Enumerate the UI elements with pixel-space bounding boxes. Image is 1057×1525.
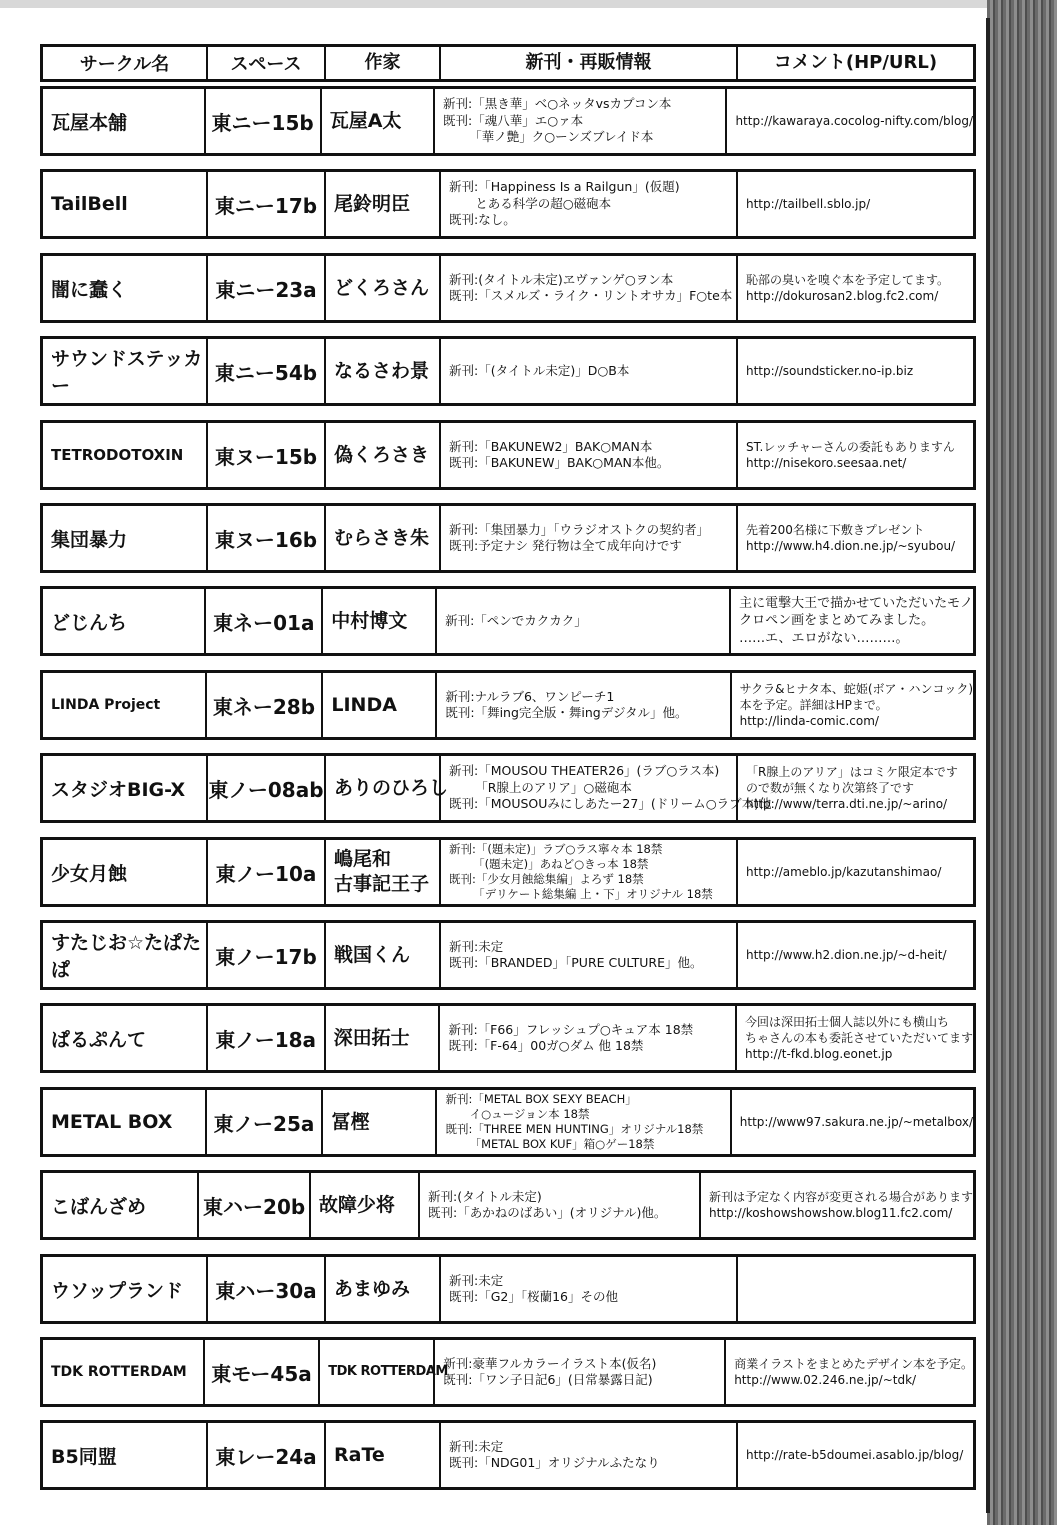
comment-url — [737, 1006, 973, 1070]
author-line: なるさわ景 — [334, 359, 430, 382]
info-line: 新刊:「集団暴力」「ウラジオストクの契約者」 — [449, 521, 710, 537]
comment-line: 商業イラストをまとめたデザイン本を予定。 — [734, 1356, 973, 1371]
info-line: 既刊:「スメルズ・ライク・リントオサカ」F○te本 — [449, 288, 733, 303]
homepage-link[interactable]: http://kawaraya.cocolog-nifty.com/blog/ — [735, 113, 974, 128]
comment-url — [738, 923, 973, 987]
info-line: 既刊:「G2」「桜蘭16」その他 — [449, 1289, 619, 1304]
table-row — [40, 86, 976, 156]
header-author: 作家 — [326, 47, 441, 79]
info-line: 既刊:「F-64」00ガ○ダム 他 18禁 — [448, 1038, 644, 1053]
table-row — [40, 169, 976, 239]
homepage-link[interactable]: http://www/terra.dti.ne.jp/~arino/ — [746, 797, 948, 812]
info-line: 新刊:「(題未定)」ラブ○ラス寧々本 18禁 — [449, 841, 663, 856]
author-line: 偽くろさき — [334, 443, 430, 466]
info-line: 既刊:予定ナシ 発行物は全て成年向けです — [449, 538, 682, 553]
homepage-link[interactable]: http://www97.sakura.ne.jp/~metalbox/ — [739, 1114, 973, 1129]
info-line: 既刊:「THREE MEN HUNTING」オリジナル18禁 — [445, 1122, 704, 1136]
circle-name: 闇に蠢く — [43, 256, 208, 320]
circle-name: TailBell — [43, 172, 208, 236]
info-line: 「R腺上のアリア」○磁砲本 — [475, 779, 632, 795]
info-line: 新刊:「黒き華」ベ○ネッタvsカプコン本 — [443, 96, 672, 112]
author-line: あまゆみ — [334, 1277, 411, 1300]
comment-url — [727, 89, 973, 153]
comment-url — [738, 506, 973, 570]
author-line: ありのひろし — [334, 776, 449, 799]
info-line: とある科学の超○磁砲本 — [475, 195, 612, 211]
author-name — [323, 673, 437, 737]
header-comment: コメント(HP/URL) — [773, 51, 938, 73]
circle-name: こばんざめ — [43, 1173, 199, 1237]
circle-name: TETRODOTOXIN — [43, 423, 208, 487]
space-number: 東ノー25a — [207, 1090, 324, 1154]
info-line: イ○ュージョン本 18禁 — [469, 1106, 590, 1121]
info-line: 既刊:「ワン子日記6」(日常暴露日記) — [443, 1372, 653, 1387]
table-row — [40, 1003, 976, 1073]
info-line: 既刊:なし。 — [449, 212, 516, 228]
author-line: 中村博文 — [331, 609, 408, 632]
release-info — [441, 756, 772, 820]
comment-line: ……エ、エロがない………。 — [739, 630, 909, 646]
info-line: 新刊:「F66」フレッシュプ○キュア本 18禁 — [448, 1021, 694, 1037]
table-row — [40, 1087, 976, 1157]
space-number: 東ノー10a — [208, 840, 326, 904]
author-name — [326, 923, 441, 987]
release-info — [437, 1090, 731, 1154]
table-row — [40, 1420, 976, 1490]
author-name — [326, 256, 441, 320]
author-name — [326, 840, 441, 904]
release-info — [441, 339, 738, 403]
comment-url — [738, 256, 973, 320]
homepage-link[interactable]: http://www.h4.dion.ne.jp/~syubou/ — [746, 539, 956, 553]
author-line: むらさき朱 — [334, 526, 430, 549]
header-info: 新刊・再販情報 — [441, 47, 738, 79]
space-number: 東ハー30a — [208, 1257, 326, 1321]
info-line: 「華ノ艶」ク○ーンズブレイド本 — [469, 129, 654, 145]
comment-line: 恥部の臭いを嗅ぐ本を予定してます。 — [746, 272, 950, 287]
comment-url — [738, 423, 973, 487]
circle-name: すたじお☆たぱたぱ — [43, 923, 208, 987]
circle-name: LINDA Project — [43, 673, 207, 737]
space-number: 東ネー01a — [206, 589, 323, 653]
release-info — [441, 1257, 738, 1321]
table-row — [40, 753, 976, 823]
table-row — [40, 670, 976, 740]
info-line: 新刊:「Happiness Is a Railgun」(仮題) — [449, 179, 680, 195]
table-row — [40, 1254, 976, 1324]
comment-line: サクラ&ヒナタ本、蛇姫(ボア・ハンコック) — [739, 681, 973, 696]
release-info — [435, 89, 727, 153]
circle-name: B5同盟 — [43, 1423, 208, 1487]
comment-url — [732, 1090, 973, 1154]
comment-line: ちゃさんの本も委託させていただいてます — [745, 1030, 974, 1045]
comment-line: 主に電撃大王で描かせていただいたモノ — [739, 595, 973, 611]
space-number: 東ニー15b — [206, 89, 322, 153]
info-line: 新刊:「METAL BOX SEXY BEACH」 — [445, 1091, 637, 1106]
circle-name: どじんち — [43, 589, 206, 653]
space-number: 東ニー54b — [208, 339, 326, 403]
space-number: 東レー24a — [208, 1423, 326, 1487]
author-line: 故障少将 — [318, 1193, 395, 1216]
author-name — [326, 423, 441, 487]
space-number: 東ノー17b — [208, 923, 326, 987]
info-line: 新刊:(タイトル未定) — [428, 1188, 542, 1204]
circle-name: METAL BOX — [43, 1090, 207, 1154]
release-info — [440, 1006, 737, 1070]
info-line: 新刊:「MOUSOU THEATER26」(ラブ○ラス本) — [449, 763, 720, 779]
release-info — [441, 840, 738, 904]
author-name — [326, 506, 441, 570]
info-line: 既刊:「舞ing完全版・舞ingデジタル」他。 — [445, 705, 688, 720]
info-line: 既刊:「NDG01」オリジナルふたなり — [449, 1455, 660, 1470]
space-number: 東ニー23a — [208, 256, 326, 320]
space-number: 東ヌー16b — [208, 506, 326, 570]
homepage-link[interactable]: http://linda-comic.com/ — [739, 714, 879, 729]
info-line: 既刊:「MOUSOUみにしあたー27」(ドリーム○ラブ本)他 — [449, 796, 772, 812]
homepage-link[interactable]: http://rate-b5doumei.asablo.jp/blog/ — [746, 1447, 964, 1462]
release-info — [437, 673, 731, 737]
homepage-link[interactable]: http://nisekoro.seesaa.net/ — [746, 456, 907, 470]
author-line: 尾鈴明臣 — [334, 192, 411, 215]
info-line: 既刊:「魂八華」エ○ァ本 — [443, 112, 584, 128]
author-line: 冨樫 — [331, 1110, 370, 1133]
info-line: 既刊:「少女月蝕総集編」よろず 18禁 — [449, 872, 644, 886]
release-info — [441, 423, 738, 487]
info-line: 新刊:(タイトル未定)ヱヴァンゲ○ヲン本 — [449, 271, 674, 287]
info-line: 新刊:「BAKUNEW2」BAK○MAN本 — [449, 438, 653, 454]
comment-url — [738, 840, 973, 904]
comment-line: 新刊は予定なく内容が変更される場合があります — [709, 1189, 974, 1204]
space-number: 東ノー18a — [208, 1006, 326, 1070]
space-number: 東ニー17b — [208, 172, 326, 236]
author-name — [323, 589, 437, 653]
info-line: 新刊:未定 — [449, 1272, 504, 1288]
info-line: 「デリケート総集編 上・下」オリジナル 18禁 — [473, 887, 713, 902]
comment-url — [738, 339, 973, 403]
comment-line: ので数が無くなり次第終了です — [746, 780, 915, 795]
circle-name: 少女月蝕 — [43, 840, 208, 904]
author-line: LINDA — [331, 693, 397, 716]
release-info — [435, 1340, 726, 1404]
comment-line: 本を予定。詳細はHPまで。 — [739, 697, 888, 712]
table-row — [40, 1337, 976, 1407]
homepage-link[interactable]: http://t-fkd.blog.eonet.jp — [745, 1047, 893, 1062]
author-line: 戦国くん — [334, 943, 411, 966]
comment-url — [738, 756, 973, 820]
scan-top-edge — [0, 0, 1057, 8]
homepage-link[interactable]: http://soundsticker.no-ip.biz — [746, 363, 914, 378]
homepage-link[interactable]: http://ameblo.jp/kazutanshimao/ — [746, 864, 942, 879]
author-name — [326, 339, 441, 403]
info-line: 新刊:「ペンでカクカク」 — [445, 612, 587, 628]
homepage-link[interactable]: http://www.02.246.ne.jp/~tdk/ — [734, 1373, 917, 1387]
comment-line: 今回は深田拓士個人誌以外にも横山ち — [745, 1014, 950, 1029]
author-name — [326, 1257, 441, 1321]
author-name — [311, 1173, 420, 1237]
space-number: 東ネー28b — [207, 673, 324, 737]
homepage-link[interactable]: http://www.h2.dion.ne.jp/~d-heit/ — [746, 947, 947, 962]
table-row — [40, 586, 976, 656]
circle-name: TDK ROTTERDAM — [43, 1340, 205, 1404]
author-line: 深田拓士 — [333, 1026, 410, 1049]
release-info — [441, 172, 738, 236]
comment-url — [732, 673, 973, 737]
comment-url — [738, 1423, 973, 1487]
space-number: 東ヌー15b — [208, 423, 326, 487]
space-number: 東モー45a — [205, 1340, 321, 1404]
comment-url — [726, 1340, 973, 1404]
circle-name: 瓦屋本舗 — [43, 89, 206, 153]
circle-name: サウンドステッカー — [43, 339, 208, 403]
author-name — [323, 1090, 437, 1154]
release-info — [441, 256, 738, 320]
author-line: 古事記王子 — [334, 873, 430, 895]
author-line: 瓦屋A太 — [329, 109, 402, 132]
release-info — [441, 923, 738, 987]
scan-binding-shadow — [987, 0, 1057, 1525]
circle-name: ぱるぷんて — [43, 1006, 208, 1070]
homepage-link[interactable]: http://dokurosan2.blog.fc2.com/ — [746, 289, 939, 303]
release-info — [437, 589, 731, 653]
info-line: 既刊:「あかねのばあい」(オリジナル)他。 — [428, 1205, 667, 1220]
comment-url — [738, 1257, 973, 1321]
comment-line: クロペン画をまとめてみました。 — [739, 613, 935, 629]
info-line: 新刊:未定 — [449, 1438, 504, 1454]
comment-line: 先着200名様に下敷きプレゼント — [746, 522, 925, 537]
author-name — [320, 1340, 448, 1404]
author-line: RaTe — [334, 1443, 385, 1466]
author-name — [326, 1423, 441, 1487]
author-line: 嶋尾和 — [334, 848, 392, 871]
header-space: スペース — [208, 47, 326, 79]
info-line: 新刊:豪華フルカラーイラスト本(仮名) — [443, 1355, 657, 1371]
author-line: TDK ROTTERDAM — [328, 1363, 448, 1379]
info-line: 新刊:「(タイトル未定)」D○B本 — [449, 362, 630, 378]
author-name — [322, 89, 435, 153]
homepage-link[interactable]: http://koshowshowshow.blog11.fc2.com/ — [709, 1206, 953, 1220]
table-row — [40, 920, 976, 990]
comment-url — [738, 172, 973, 236]
info-line: 既刊:「BRANDED」「PURE CULTURE」他。 — [449, 955, 703, 970]
author-name — [326, 172, 441, 236]
comment-line: 「R腺上のアリア」はコミケ限定本です — [746, 764, 958, 779]
comment-line: ST.レッチャーさんの委託もありますん — [746, 439, 955, 454]
author-line: どくろさん — [334, 276, 430, 299]
table-row — [40, 503, 976, 573]
table-row — [40, 420, 976, 490]
info-line: 「(題未定)」あねど○きっ本 18禁 — [473, 856, 649, 871]
release-info — [441, 506, 738, 570]
space-number: 東ノー08ab — [208, 756, 326, 820]
release-info — [420, 1173, 701, 1237]
author-name — [326, 756, 449, 820]
comment-url — [731, 589, 973, 653]
space-number: 東ハー20b — [199, 1173, 311, 1237]
comment-url — [701, 1173, 973, 1237]
circle-name: スタジオBIG-X — [43, 756, 208, 820]
info-line: 「METAL BOX KUF」箱○ゲー18禁 — [469, 1137, 655, 1152]
table-row — [40, 253, 976, 323]
header-circle: サークル名 — [43, 47, 208, 79]
info-line: 既刊:「BAKUNEW」BAK○MAN本他。 — [449, 455, 670, 470]
table-row — [40, 336, 976, 406]
homepage-link[interactable]: http://tailbell.sblo.jp/ — [746, 196, 871, 211]
release-info — [441, 1423, 738, 1487]
table-header — [40, 44, 976, 82]
circle-name: 集団暴力 — [43, 506, 208, 570]
author-name — [326, 1006, 441, 1070]
info-line: 新刊:未定 — [449, 938, 504, 954]
table-row — [40, 837, 976, 907]
table-row — [40, 1170, 976, 1240]
info-line: 新刊:ナルラブ6、ワンピーチ1 — [445, 688, 615, 704]
circle-name: ウソップランド — [43, 1257, 208, 1321]
